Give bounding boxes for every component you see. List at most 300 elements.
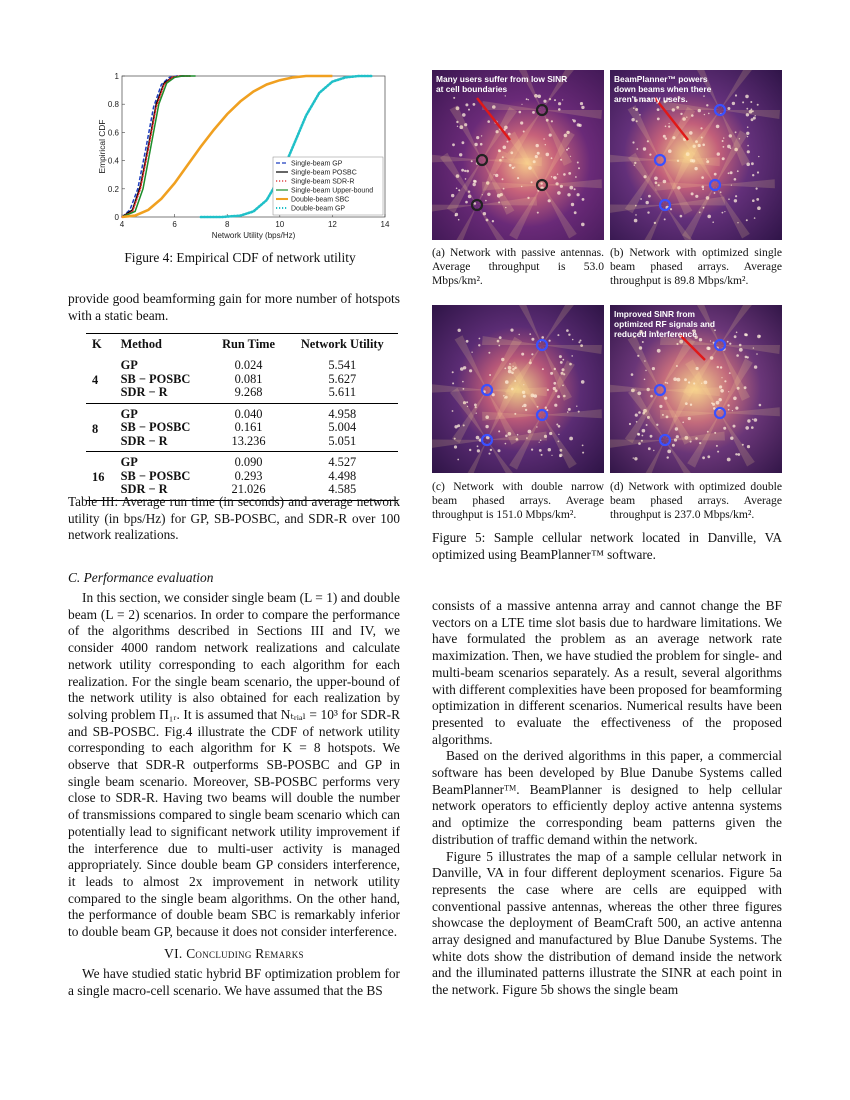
demand-dot [562, 359, 564, 361]
demand-dot [665, 126, 667, 128]
demand-dot [717, 366, 719, 368]
table3-row [86, 452, 398, 470]
demand-dot [566, 149, 568, 151]
beam-ray [542, 345, 602, 354]
beam-ray [482, 412, 542, 421]
demand-dot [525, 409, 527, 411]
demand-dot [707, 455, 710, 458]
demand-dot [735, 94, 737, 96]
demand-dot [505, 95, 506, 96]
demand-dot [462, 113, 466, 117]
demand-dot [536, 144, 539, 147]
demand-dot [558, 434, 559, 435]
table3-cell-method: SDR − R [120, 433, 168, 448]
demand-dot [706, 104, 708, 106]
demand-dot [752, 419, 753, 420]
demand-dot [654, 177, 658, 181]
demand-dot [667, 382, 669, 384]
demand-dot [747, 126, 749, 128]
demand-dot [690, 404, 692, 406]
demand-dot [575, 176, 577, 178]
demand-dot [752, 199, 755, 202]
demand-dot [557, 395, 560, 398]
demand-dot [680, 215, 683, 218]
demand-dot [652, 367, 655, 370]
table3-col-k: K [92, 337, 102, 351]
demand-dot [664, 218, 666, 220]
demand-dot [657, 349, 661, 353]
demand-dot [509, 164, 512, 167]
demand-dot [514, 167, 515, 168]
beam-ray [610, 440, 665, 449]
demand-dot [752, 174, 754, 176]
demand-dot [682, 422, 684, 424]
demand-dot [635, 414, 638, 417]
demand-dot [492, 393, 495, 396]
demand-dot [668, 149, 672, 153]
demand-dot [688, 417, 691, 420]
demand-dot [557, 191, 561, 195]
demand-dot [753, 117, 756, 120]
demand-dot [457, 126, 458, 127]
beam-ray [720, 110, 780, 119]
demand-dot [476, 136, 479, 139]
demand-dot [733, 425, 736, 428]
demand-dot [578, 167, 580, 169]
demand-dot [452, 410, 454, 412]
figure5-caption: Figure 5: Sample cellular network located in Danville, VA optimized using BeamPlanner™ software. [432, 530, 782, 562]
heatmap-panel-d [610, 305, 782, 473]
table3-cell-k: 4 [92, 373, 99, 387]
beam-ray [542, 305, 579, 345]
demand-dot [485, 425, 488, 428]
beam-ray [635, 205, 665, 240]
demand-dot [577, 162, 579, 164]
demand-dot [728, 172, 730, 174]
demand-dot [635, 214, 637, 216]
demand-dot [717, 451, 719, 453]
demand-dot [566, 329, 569, 332]
x-tick-label: 8 [224, 220, 230, 229]
demand-dot [634, 219, 638, 223]
demand-dot [568, 172, 571, 175]
demand-dot [507, 141, 509, 143]
table3-cell-method: GP [120, 455, 138, 469]
demand-dot [629, 423, 631, 425]
demand-dot [452, 382, 454, 384]
demand-dot [754, 365, 757, 368]
demand-dot [490, 449, 492, 451]
demand-dot [502, 178, 504, 180]
demand-dot [646, 424, 648, 426]
demand-dot [647, 211, 649, 213]
demand-dot [734, 335, 737, 338]
table3-row [86, 386, 398, 403]
demand-dot [735, 453, 737, 455]
demand-dot [706, 347, 709, 350]
beam-ray [432, 440, 487, 449]
demand-dot [459, 153, 462, 156]
x-tick-label: 4 [119, 220, 125, 229]
demand-dot [473, 183, 476, 186]
table3-cell-utility: 4.527 [328, 455, 357, 469]
demand-dot [477, 449, 480, 452]
demand-dot [473, 103, 476, 106]
demand-dot [539, 449, 542, 452]
beam-ray [450, 105, 482, 160]
demand-dot [557, 174, 558, 175]
demand-dot [716, 401, 720, 405]
demand-dot [737, 453, 740, 456]
demand-dot [577, 193, 580, 196]
demand-dot [756, 353, 758, 355]
x-tick-label: 14 [380, 220, 390, 229]
demand-dot [745, 95, 749, 99]
beam-ray [720, 345, 780, 354]
demand-dot [581, 380, 585, 384]
demand-dot [466, 401, 468, 403]
demand-dot [657, 118, 660, 121]
table3-cell-runtime: 21.026 [231, 482, 266, 496]
demand-dot [559, 455, 561, 457]
demand-dot [503, 395, 505, 397]
demand-dot [729, 372, 731, 374]
demand-dot [543, 138, 544, 139]
demand-dot [469, 449, 471, 451]
demand-dot [704, 114, 705, 115]
subcaption-b: (b) Network with optimized single beam phased arrays. Average throughput is 89.8 Mbps/km². [610, 246, 782, 287]
table3-cell-utility: 5.004 [328, 420, 357, 434]
legend-label: Single-beam SDR-R [291, 178, 355, 186]
demand-dot [700, 127, 702, 129]
table3-cell-method: SDR − R [120, 385, 168, 399]
demand-dot [727, 404, 729, 406]
demand-dot [581, 223, 585, 227]
beam-ray [715, 179, 775, 188]
demand-dot [523, 395, 526, 398]
demand-dot [471, 352, 472, 353]
demand-dot [732, 102, 735, 105]
table3-cell-runtime: 0.161 [234, 420, 263, 434]
demand-dot [469, 369, 472, 372]
demand-dot [756, 188, 758, 190]
demand-dot [747, 136, 748, 137]
demand-dot [577, 123, 580, 126]
demand-dot [563, 173, 566, 176]
demand-dot [657, 108, 660, 111]
demand-dot [580, 340, 582, 342]
demand-dot [476, 413, 477, 414]
demand-dot [751, 162, 754, 165]
demand-dot [553, 177, 554, 178]
demand-dot [554, 404, 557, 407]
demand-dot [452, 371, 454, 373]
table3-cell-method: SB − POSBC [120, 420, 191, 434]
demand-dot [495, 174, 498, 177]
demand-dot [517, 177, 519, 179]
y-tick-label: 1 [114, 72, 119, 81]
demand-dot [742, 101, 744, 103]
demand-dot [757, 206, 761, 210]
demand-dot [560, 361, 563, 364]
table3-cell-k: 8 [92, 421, 99, 436]
demand-dot [537, 212, 539, 214]
demand-dot [757, 104, 759, 106]
demand-dot [746, 108, 748, 110]
demand-dot [521, 104, 522, 105]
demand-dot [458, 219, 460, 221]
demand-dot [667, 456, 669, 458]
table3-cell-runtime: 13.236 [231, 433, 266, 448]
demand-dot [571, 203, 574, 206]
demand-dot [498, 449, 501, 452]
demand-dot [479, 338, 481, 340]
demand-dot [759, 404, 762, 407]
demand-dot [730, 171, 733, 174]
demand-dot [722, 140, 724, 142]
heatmap-panel-a [432, 70, 604, 240]
demand-dot [695, 195, 698, 198]
beam-ray [482, 182, 542, 191]
section-c-heading: C. Performance evaluation [68, 570, 214, 585]
table3-cell-runtime: 0.090 [234, 455, 263, 469]
demand-dot [492, 220, 494, 222]
demand-dot [532, 111, 535, 114]
demand-dot [574, 211, 577, 214]
demand-dot [546, 409, 548, 411]
beam-ray [610, 205, 665, 214]
demand-dot [714, 173, 717, 176]
demand-dot [458, 329, 461, 332]
table3-cell-runtime: 0.081 [234, 371, 263, 386]
demand-dot [517, 434, 519, 436]
demand-dot [729, 343, 731, 345]
demand-dot [574, 188, 576, 190]
demand-dot [716, 125, 720, 129]
demand-dot [634, 457, 637, 460]
demand-dot [462, 141, 465, 144]
demand-dot [489, 453, 491, 455]
demand-dot [562, 99, 563, 100]
demand-dot [727, 145, 731, 149]
table3-cell-utility: 5.051 [328, 433, 357, 448]
demand-dot [489, 374, 491, 376]
demand-dot [567, 193, 570, 196]
demand-dot [568, 148, 570, 150]
demand-dot [454, 425, 457, 428]
demand-dot [465, 178, 467, 180]
y-tick-label: 0.4 [107, 156, 119, 166]
demand-dot [557, 334, 559, 336]
figure4-caption: Figure 4: Empirical CDF of network utility [124, 250, 356, 265]
demand-dot [462, 381, 464, 383]
table3 [86, 333, 398, 501]
demand-dot [476, 436, 480, 440]
demand-dot [632, 141, 634, 143]
beam-ray [628, 335, 660, 390]
demand-dot [539, 442, 540, 443]
x-tick-label: 12 [327, 220, 337, 229]
table3-cell-k: 16 [92, 470, 105, 484]
demand-dot [723, 427, 726, 430]
table3-row [86, 435, 398, 452]
demand-dot [735, 195, 737, 197]
demand-dot [485, 200, 487, 202]
table3-header-row [86, 334, 398, 356]
demand-dot [523, 404, 526, 407]
demand-dot [642, 429, 646, 433]
demand-dot [653, 450, 654, 451]
right-column-text [432, 598, 782, 999]
demand-dot [551, 176, 552, 177]
demand-dot [572, 339, 574, 341]
heatmap-c-markers [432, 305, 604, 473]
right-paragraph-3: Figure 5 illustrates the map of a sample cellular network in Danville, VA in four different deployment scenarios. Figure 5a represents the case where are cells are equipped with conventional passive antennas, whereas the other three figures showcase the deployment of BeamCraft 500, an active antenna array designed and manufactured by Blue Danube Systems. The white dots show the distribution of demand inside the network and the illuminated patterns illustrate the SINR at each point in the network. Figure 5b shows the single beam [432, 848, 782, 998]
beam-ray [542, 415, 577, 469]
table3-cell-utility: 4.585 [328, 482, 357, 496]
demand-dot [456, 188, 458, 190]
table3-row [86, 403, 398, 421]
demand-dot [541, 454, 543, 456]
demand-dot [739, 348, 743, 352]
demand-dot [455, 215, 457, 217]
demand-dot [734, 178, 737, 181]
table3-cell-utility: 5.627 [328, 371, 357, 386]
demand-dot [648, 447, 651, 450]
demand-dot [702, 188, 704, 190]
beam-ray [715, 185, 750, 239]
table3-cell-method: GP [120, 358, 138, 372]
demand-dot [714, 192, 716, 194]
demand-dot [519, 111, 522, 114]
left-intro-paragraph: provide good beamforming gain for more number of hotspots with a static beam. [68, 291, 400, 323]
demand-dot [464, 170, 466, 172]
section-vi-paragraph: We have studied static hybrid BF optimization problem for a single macro-cell scenario. We have assumed that the BS [68, 966, 400, 998]
demand-dot [466, 170, 469, 173]
beam-ray [432, 384, 487, 393]
demand-dot [733, 397, 737, 401]
demand-dot [545, 144, 546, 145]
table3-cell-runtime: 0.040 [234, 406, 263, 421]
demand-dot [747, 150, 750, 153]
demand-dot [648, 195, 651, 198]
demand-dot [454, 445, 457, 448]
demand-dot [548, 448, 551, 451]
demand-dot [556, 424, 558, 426]
demand-dot [716, 445, 718, 447]
demand-dot [745, 356, 748, 359]
demand-dot [644, 379, 646, 381]
demand-dot [531, 181, 533, 183]
demand-dot [736, 354, 739, 357]
x-axis-label: Network Utility (bps/Hz) [211, 231, 296, 240]
demand-dot [757, 335, 761, 339]
demand-dot [550, 372, 553, 375]
demand-dot [669, 123, 670, 124]
demand-dot [707, 215, 711, 219]
demand-dot [636, 148, 638, 150]
table3-cell-method: SB − POSBC [120, 371, 191, 386]
demand-dot [757, 171, 759, 173]
table3-cell-method: SB − POSBC [120, 468, 191, 483]
demand-dot [568, 334, 570, 336]
demand-dot [736, 332, 738, 334]
demand-dot [576, 406, 577, 407]
demand-dot [537, 95, 541, 99]
beam-ray [665, 432, 725, 441]
demand-dot [480, 143, 483, 146]
demand-dot [531, 449, 533, 451]
demand-dot [744, 333, 747, 336]
demand-dot [553, 382, 556, 385]
demand-dot [526, 98, 528, 100]
demand-dot [677, 378, 681, 382]
beam-ray [628, 105, 660, 160]
subcaption-c: (c) Network with double narrow beam phased arrays. Average throughput is 151.0 Mbps/km². [432, 480, 604, 521]
demand-dot [554, 99, 556, 101]
demand-dot [667, 450, 671, 454]
beam-ray [487, 432, 547, 441]
demand-dot [684, 378, 687, 381]
demand-dot [498, 430, 500, 432]
demand-dot [670, 208, 672, 210]
table3-cell-utility: 4.498 [328, 468, 357, 483]
beam-ray [432, 154, 482, 163]
demand-dot [466, 340, 469, 343]
demand-dot [522, 406, 524, 408]
demand-dot [551, 157, 553, 159]
demand-dot [721, 377, 722, 378]
demand-dot [702, 456, 705, 459]
demand-dot [724, 211, 725, 212]
demand-dot [460, 367, 464, 371]
demand-dot [558, 425, 561, 428]
demand-dot [727, 341, 729, 343]
demand-dot [673, 377, 677, 381]
right-paragraph-1: consists of a massive antenna array and cannot change the BF vectors on a LTE time slot basis due to hardware limitations. We have formulated the problem as an average network rate maximization. Then, we have studied the problem for single- and multi-beam scenarios separately. As a result, several algorithms with different complexities have been proposed for beamforming optimization in different scenarios. Numerical results have been presented to evaluate the effectiveness of the proposed algorithms. [432, 598, 782, 747]
demand-dot [638, 433, 640, 435]
demand-dot [754, 418, 758, 422]
demand-dot [659, 405, 662, 408]
beam-ray [450, 388, 487, 440]
table3-row [86, 421, 398, 435]
heatmap-panel-c [432, 305, 604, 473]
demand-dot [691, 192, 694, 195]
section-c-paragraph: In this section, we consider single beam (L = 1) and double beam (L = 2) scenarios. In order to compare the performance of the algorithms described in Sections III and IV, we consider 4000 random network realizations and calculate network utility corresponding to each algorithm for each realization. For the single beam scenario, the upper-bound of the network utility is also obtained for each realization by solving problem Π₁ᵣ. It is assumed that Nₜᵣᵢₐₗ = 10³ for SDR-R and SB-POSBC. Fig.4 illustrate the CDF of network utility corresponding to each algorithm for K = 8 hotspots. We observe that SDR-R outperforms SB-POSBC and GP in single beam scenario. Moreover, SB-POSBC performs very close to SDR-R. Having two beams will double the number of transmissions compared to single beam scenario which can potentially lead to significant network utility improvement if the interference due to multi-user activity is managed appropriately. Since double beam GP considers interference, it leads to almost 2x improvement in network utility compared to the single beam algorithms. On the other hand, the performance of double beam SBC is remarkably inferior to double beam GP, because it does not consider interference. [68, 590, 400, 940]
panel-a-overlay-text: Many users suffer from low SINR at cell boundaries [436, 74, 568, 94]
heatmap-panel-b [610, 70, 782, 240]
demand-dot [549, 340, 551, 342]
demand-dot [649, 154, 651, 156]
demand-dot [727, 107, 730, 110]
demand-dot [668, 126, 670, 128]
demand-dot [465, 103, 468, 106]
demand-dot [505, 380, 509, 384]
demand-dot [717, 152, 720, 155]
demand-dot [465, 201, 468, 204]
demand-dot [747, 445, 750, 448]
legend-label: Single-beam GP [291, 160, 343, 168]
demand-dot [528, 99, 529, 100]
table3-row [86, 355, 398, 373]
demand-dot [541, 336, 544, 339]
demand-dot [737, 170, 739, 172]
demand-dot [457, 459, 459, 461]
demand-dot [582, 452, 584, 454]
demand-dot [734, 199, 737, 202]
demand-dot [573, 120, 576, 123]
demand-dot [680, 113, 682, 115]
